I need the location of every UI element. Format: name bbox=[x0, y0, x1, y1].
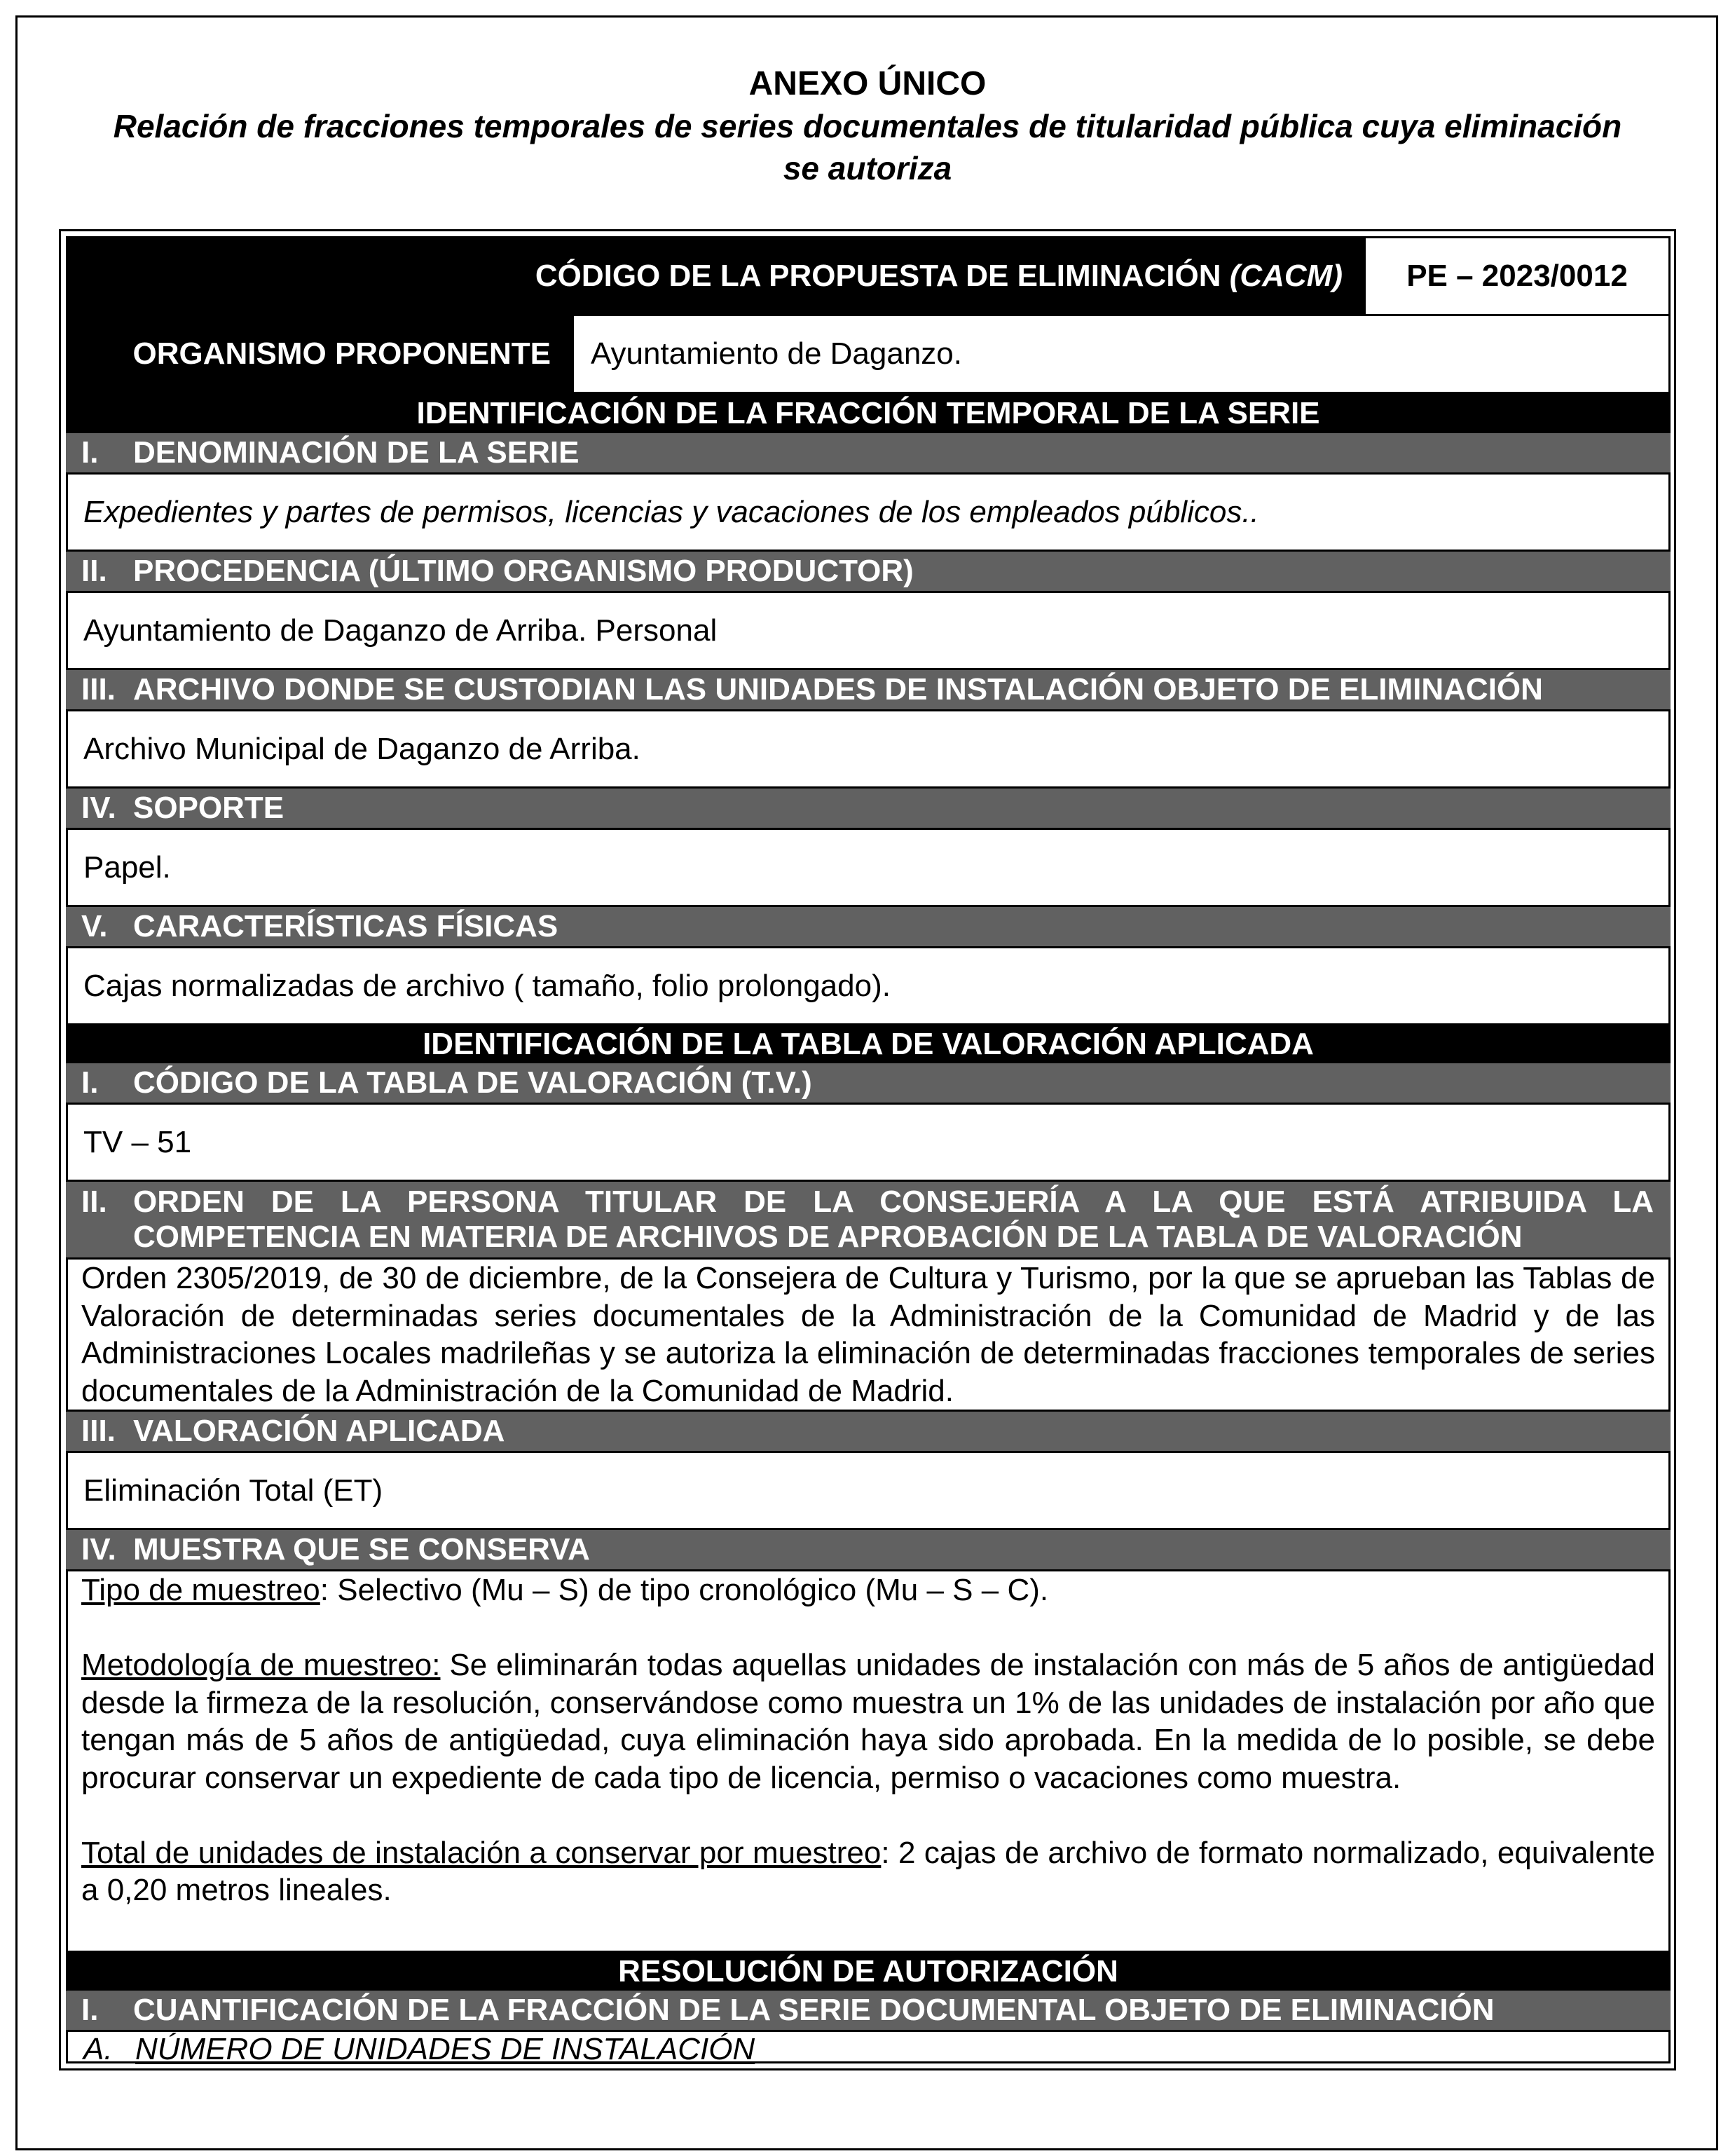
section-number: V. bbox=[81, 909, 108, 943]
orden-value: Orden 2305/2019, de 30 de diciembre, de la Consejera de Cultura y Turismo, por la que se aprueban las Tablas de Valoración de determinadas series documentales de la Administración de la Comunidad de Madrid y de las Administraciones Locales madrileñas y se autoriza la eliminación de determinadas fracciones temporales de series documentales de la Administración de la Comunidad de Madrid. bbox=[81, 1261, 1655, 1408]
section-denominacion bbox=[66, 433, 1671, 472]
section-archivo bbox=[66, 670, 1671, 709]
annex-subtitle bbox=[0, 105, 1735, 189]
section-title: VALORACIÓN APLICADA bbox=[133, 1414, 505, 1448]
section-number: I. bbox=[81, 435, 99, 470]
section-title: PROCEDENCIA (ÚLTIMO ORGANISMO PRODUCTOR) bbox=[133, 554, 914, 588]
item-label: NÚMERO DE UNIDADES DE INSTALACIÓN bbox=[135, 2032, 755, 2066]
section-number: I. bbox=[81, 1065, 99, 1100]
proposal-code-row bbox=[66, 238, 1671, 314]
section-number: IV. bbox=[81, 791, 116, 825]
section-title: CUANTIFICACIÓN DE LA FRACCIÓN DE LA SERIE DOCUMENTAL OBJETO DE ELIMINACIÓN bbox=[133, 1993, 1495, 2027]
section-orden bbox=[66, 1182, 1671, 1257]
muestra-content bbox=[66, 1571, 1671, 1951]
codigo-tabla-value: TV – 51 bbox=[66, 1105, 1671, 1180]
section-codigo-tabla bbox=[66, 1063, 1671, 1103]
section-number: III. bbox=[81, 1414, 116, 1448]
identification-band: IDENTIFICACIÓN DE LA FRACCIÓN TEMPORAL DE LA SERIE bbox=[66, 394, 1671, 433]
section-title: DENOMINACIÓN DE LA SERIE bbox=[133, 435, 580, 470]
section-title: MUESTRA QUE SE CONSERVA bbox=[133, 1532, 590, 1567]
sample-type-value: : Selectivo (Mu – S) de tipo cronológico (Mu – S – C). bbox=[320, 1573, 1049, 1607]
section-valoracion bbox=[66, 1412, 1671, 1451]
section-soporte bbox=[66, 789, 1671, 828]
section-muestra bbox=[66, 1530, 1671, 1569]
sample-total-label: Total de unidades de instalación a conservar por muestreo bbox=[81, 1835, 882, 1870]
section-caracteristicas bbox=[66, 907, 1671, 946]
section-title: SOPORTE bbox=[133, 791, 284, 825]
soporte-value: Papel. bbox=[66, 830, 1671, 905]
section-title: ARCHIVO DONDE SE CUSTODIAN LAS UNIDADES DE INSTALACIÓN OBJETO DE ELIMINACIÓN bbox=[133, 672, 1543, 707]
proposal-code-label bbox=[66, 238, 1362, 314]
section-cuantificacion bbox=[66, 1991, 1671, 2030]
section-number: IV. bbox=[81, 1532, 116, 1567]
muestra-text bbox=[81, 1571, 1655, 1909]
section-procedencia bbox=[66, 552, 1671, 591]
organism-label: ORGANISMO PROPONENTE bbox=[132, 336, 551, 371]
proposal-code-abbr: (CACM) bbox=[1229, 259, 1343, 293]
sample-type-label: Tipo de muestreo bbox=[81, 1573, 320, 1607]
section-number: III. bbox=[81, 672, 116, 707]
orden-value-cell bbox=[66, 1260, 1671, 1410]
annex-subtitle-text: Relación de fracciones temporales de series documentales de titularidad pública cuya eliminación se autoriza bbox=[113, 108, 1622, 186]
section-number: II. bbox=[81, 554, 107, 588]
section-title: CARACTERÍSTICAS FÍSICAS bbox=[133, 909, 558, 943]
organism-value: Ayuntamiento de Daganzo. bbox=[572, 316, 1668, 392]
proposal-code-label-text: CÓDIGO DE LA PROPUESTA DE ELIMINACIÓN bbox=[535, 259, 1221, 293]
section-title: ORDEN DE LA PERSONA TITULAR DE LA CONSEJERÍA A LA QUE ESTÁ ATRIBUIDA LA COMPETENCIA EN MATERIA DE ARCHIVOS DE APROBACIÓN DE LA TABLA DE VALORACIÓN bbox=[133, 1185, 1654, 1254]
section-title: CÓDIGO DE LA TABLA DE VALORACIÓN (T.V.) bbox=[133, 1065, 812, 1100]
sample-method-value: Se eliminarán todas aquellas unidades de instalación con más de 5 años de antigüedad desde la firmeza de la resolución, conservándose como muestra un 1% de las unidades de instalación por año que tengan más de 5 años de antigüedad, cuya eliminación haya sido aprobada. En la medida de lo posible, se debe procurar conservar un expediente de cada tipo de licencia, permiso o vacaciones como muestra. bbox=[81, 1648, 1655, 1795]
valuation-band: IDENTIFICACIÓN DE LA TABLA DE VALORACIÓN APLICADA bbox=[66, 1025, 1671, 1063]
caracteristicas-value: Cajas normalizadas de archivo ( tamaño, folio prolongado). bbox=[66, 948, 1671, 1023]
sample-total bbox=[81, 1834, 1655, 1909]
serie-denomination: Expedientes y partes de permisos, licencias y vacaciones de los empleados públicos.. bbox=[66, 475, 1671, 550]
sample-type bbox=[81, 1571, 1655, 1609]
archivo-value: Archivo Municipal de Daganzo de Arriba. bbox=[66, 711, 1671, 786]
resolution-band: RESOLUCIÓN DE AUTORIZACIÓN bbox=[66, 1953, 1671, 1991]
valoracion-value: Eliminación Total (ET) bbox=[66, 1453, 1671, 1528]
section-number: II. bbox=[81, 1185, 107, 1219]
item-letter: A. bbox=[83, 2032, 113, 2066]
sample-method-label: Metodología de muestreo: bbox=[81, 1648, 441, 1682]
sample-method bbox=[81, 1646, 1655, 1796]
section-number: I. bbox=[81, 1993, 99, 2027]
annex-title: ANEXO ÚNICO bbox=[748, 65, 987, 102]
proposal-code-value: PE – 2023/0012 bbox=[1364, 238, 1668, 314]
sample-total-value: : 2 cajas de archivo de formato normalizado, equivalente a 0,20 metros lineales. bbox=[81, 1835, 1655, 1907]
organism-row bbox=[66, 316, 1671, 392]
procedencia-value: Ayuntamiento de Daganzo de Arriba. Personal bbox=[66, 593, 1671, 668]
units-item bbox=[66, 2032, 1671, 2066]
